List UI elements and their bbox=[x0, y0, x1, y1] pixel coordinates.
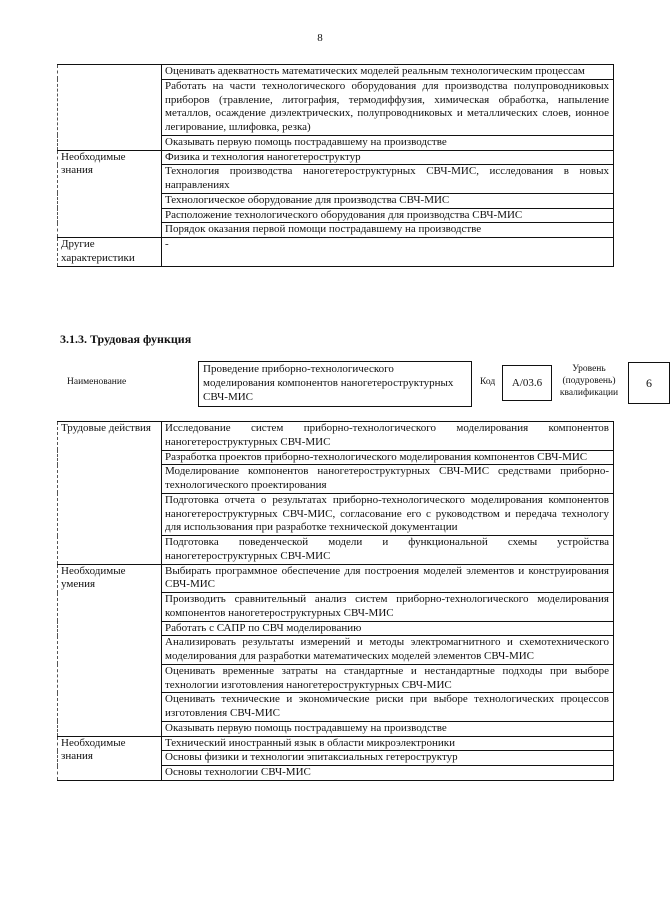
row-label: Необходимые знания bbox=[58, 736, 162, 780]
page-number: 8 bbox=[317, 32, 323, 44]
row-label: Необходимые знания bbox=[58, 150, 162, 238]
table-cell: Исследование систем приборно-технологического моделирования компонентов наногетероструктурных СВЧ-МИС bbox=[162, 422, 614, 451]
table-cell: Технологическое оборудование для производства СВЧ-МИС bbox=[162, 193, 614, 208]
table-cell: Подготовка поведенческой модели и функциональной схемы устройства наногетероструктурных СВЧ-МИС bbox=[162, 536, 614, 565]
table-cell: Анализировать результаты измерений и методы электромагнитного и схемотехнического моделирования для разработки математических моделей элементов СВЧ-МИС bbox=[162, 636, 614, 665]
table-cell: Порядок оказания первой помощи пострадавшему на производстве bbox=[162, 223, 614, 238]
table-cell: Физика и технология наногетероструктур bbox=[162, 150, 614, 165]
table-cell: Работать с САПР по СВЧ моделированию bbox=[162, 621, 614, 636]
table-cell: Оценивать временные затраты на стандартные и нестандартные подходы при выборе технологии изготовления наногетероструктурных СВЧ-МИС bbox=[162, 664, 614, 693]
row-label: Другие характеристики bbox=[58, 238, 162, 267]
row-label: Необходимые умения bbox=[58, 564, 162, 736]
table-row bbox=[58, 422, 614, 451]
table-row bbox=[58, 238, 614, 267]
table-cell: Работать на части технологического оборудования для производства полупроводниковых приборов (травление, литография, термодиффузия, химическая обработка, напыление металлов, осаждение диэлектрических, полупроводниковых и металлических слоев, ионное легирование, шлифовка, резка) bbox=[162, 79, 614, 135]
function-header bbox=[57, 360, 652, 408]
row-label bbox=[58, 65, 162, 151]
requirements-table-bottom bbox=[57, 421, 614, 781]
function-code: A/03.6 bbox=[502, 365, 552, 401]
table-cell: Основы физики и технологии эпитаксиальных гетероструктур bbox=[162, 751, 614, 766]
code-label: Код bbox=[480, 377, 496, 387]
table-cell: Моделирование компонентов наногетероструктурных СВЧ-МИС средствами приборно-технологического проектирования bbox=[162, 465, 614, 494]
table-cell: Выбирать программное обеспечение для построения моделей элементов и конструирования СВЧ-МИС bbox=[162, 564, 614, 593]
table-cell: Разработка проектов приборно-технологического моделирования компонентов СВЧ-МИС bbox=[162, 450, 614, 465]
section-heading: 3.1.3. Трудовая функция bbox=[60, 332, 192, 346]
table-cell: Оказывать первую помощь пострадавшему на производстве bbox=[162, 721, 614, 736]
table-row bbox=[58, 150, 614, 165]
table-cell: Оказывать первую помощь пострадавшему на производстве bbox=[162, 135, 614, 150]
level-label: Уровень (подуровень) квалификации bbox=[559, 364, 619, 398]
table-row bbox=[58, 736, 614, 751]
table-cell: Оценивать технические и экономические риски при выборе технологических процессов изготовления СВЧ-МИС bbox=[162, 693, 614, 722]
function-name: Проведение приборно-технологического моделирования компонентов наногетероструктурных СВЧ-МИС bbox=[198, 361, 472, 407]
table-cell: Производить сравнительный анализ систем приборно-технологического моделирования компонентов наногетероструктурных СВЧ-МИС bbox=[162, 593, 614, 622]
row-label: Трудовые действия bbox=[58, 422, 162, 565]
table-row bbox=[58, 65, 614, 80]
table-cell: Основы технологии СВЧ-МИС bbox=[162, 766, 614, 781]
requirements-table-top bbox=[57, 64, 614, 267]
table-row bbox=[58, 564, 614, 593]
table-cell: - bbox=[162, 238, 614, 267]
table-cell: Оценивать адекватность математических моделей реальным технологическим процессам bbox=[162, 65, 614, 80]
table-cell: Расположение технологического оборудования для производства СВЧ-МИС bbox=[162, 208, 614, 223]
table-cell: Технический иностранный язык в области микроэлектроники bbox=[162, 736, 614, 751]
table-cell: Подготовка отчета о результатах приборно-технологического моделирования компонентов наногетероструктурных СВЧ-МИС, согласование его с руководством и передача технологу для использования при разработке технической документации bbox=[162, 493, 614, 535]
name-label: Наименование bbox=[67, 377, 127, 387]
qualification-level: 6 bbox=[628, 362, 670, 404]
table-cell: Технология производства наногетероструктурных СВЧ-МИС, исследования в новых направлениях bbox=[162, 165, 614, 194]
